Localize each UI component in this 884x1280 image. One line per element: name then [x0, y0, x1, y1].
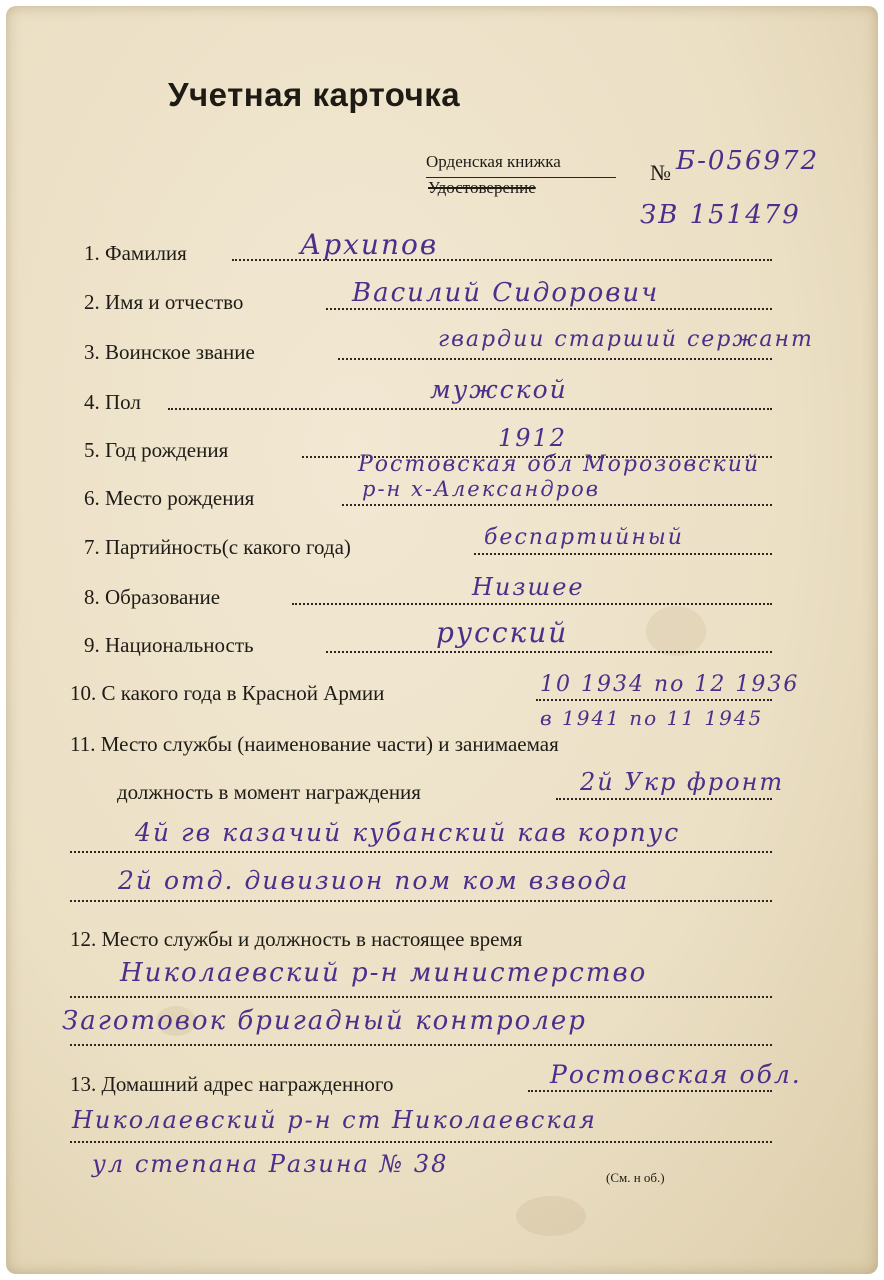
- field-label-birthplace: 6. Место рождения: [84, 486, 255, 510]
- field-value-home-address-line3: ул степана Разина № 38: [92, 1150, 449, 1178]
- field-value-service-award-line3: 2й отд. дивизион пом ком взвода: [118, 866, 630, 895]
- field-value-rank: гвардии старший сержант: [438, 327, 814, 352]
- field-value-current-service-line2: Заготовок бригадный контролер: [62, 1006, 587, 1036]
- field-label-rank: 3. Воинское звание: [84, 340, 255, 364]
- field-label-service-award-cont: должность в момент награждения: [117, 780, 421, 804]
- field-label-birth-year: 5. Год рождения: [84, 438, 229, 462]
- field-value-home-address-line2: Николаевский р-н ст Николаевская: [72, 1106, 597, 1134]
- field-label-nationality: 9. Национальность: [84, 633, 254, 657]
- certificate-number: ЗВ 151479: [640, 200, 801, 230]
- field-value-party: беспартийный: [484, 525, 684, 550]
- field-label-surname: 1. Фамилия: [84, 241, 187, 265]
- field-label-home-address: 13. Домашний адрес награжденного: [70, 1072, 394, 1096]
- field-value-surname: Архипов: [300, 228, 439, 261]
- doc-type-label: Орденская книжка: [426, 152, 561, 171]
- field-value-sex: мужской: [430, 375, 568, 404]
- card-title: Учетная карточка: [168, 76, 461, 113]
- field-label-name: 2. Имя и отчество: [84, 290, 244, 314]
- field-value-birthplace-line2: р-н х-Александров: [362, 477, 600, 501]
- field-value-service-award-line2: 4й гв казачий кубанский кав корпус: [135, 818, 681, 847]
- field-value-army-since-line1: 10 1934 по 12 1936: [540, 672, 800, 697]
- field-value-birthplace-line1: Ростовская обл Морозовский: [358, 452, 761, 477]
- field-label-army-since: 10. С какого года в Красной Армии: [70, 681, 385, 705]
- field-label-current-service: 12. Место службы и должность в настоящее время: [70, 927, 523, 951]
- number-sign: №: [650, 160, 671, 185]
- see-reverse-note: (См. н об.): [606, 1170, 665, 1185]
- field-value-name: Василий Сидорович: [352, 278, 660, 308]
- field-value-current-service-line1: Николаевский р-н министерство: [120, 958, 648, 988]
- field-value-birth-year: 1912: [498, 424, 568, 452]
- order-book-number: Б-056972: [676, 146, 820, 176]
- field-value-home-address-line1: Ростовская обл.: [550, 1060, 802, 1089]
- field-value-service-award-line1: 2й Укр фронт: [580, 768, 785, 796]
- field-label-education: 8. Образование: [84, 585, 221, 609]
- field-label-sex: 4. Пол: [84, 390, 141, 414]
- field-value-nationality: русский: [436, 616, 569, 649]
- field-value-education: Низшее: [472, 573, 585, 601]
- doc-type-struck-label: Удостоверение: [428, 178, 536, 197]
- field-label-party: 7. Партийность(с какого года): [84, 535, 351, 559]
- field-value-army-since-line2: в 1941 по 11 1945: [540, 706, 764, 730]
- field-label-service-award: 11. Место службы (наименование части) и занимаемая: [70, 732, 559, 756]
